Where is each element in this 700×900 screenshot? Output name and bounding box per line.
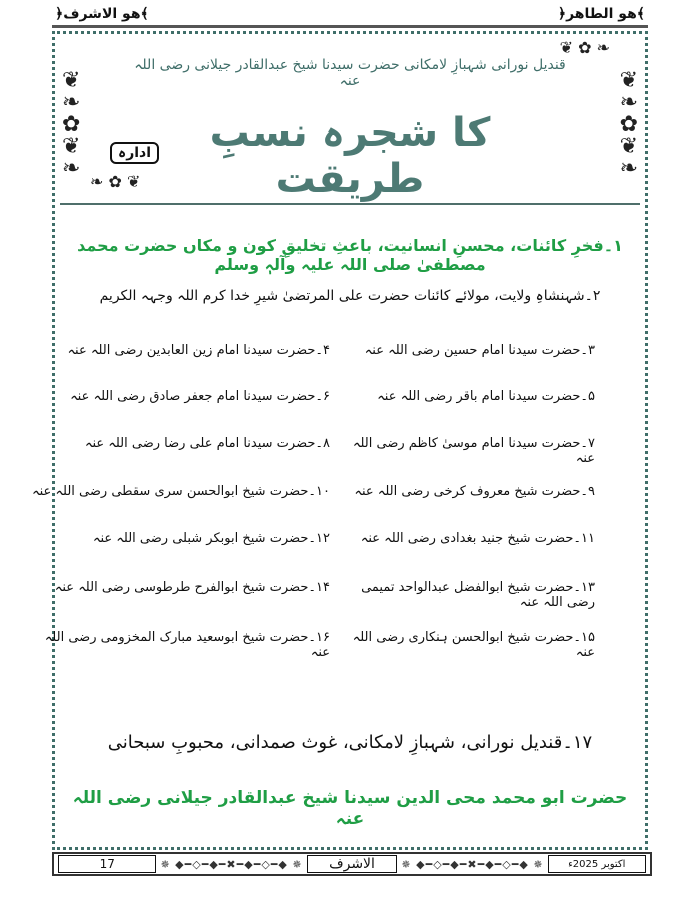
running-head-right: ﴾هو الطاهر﴿	[557, 6, 645, 22]
footer-bar	[52, 852, 652, 876]
lineage-item-2: ۲۔شہنشاہِ ولایت، مولائے کائنات حضرت علی المرتضیٰ شیرِ خدا کرم اللہ وجہہ الکریم	[99, 288, 601, 304]
lineage-item-11: ۱۱۔حضرت شیخ جنید بغدادی رضی اللہ عنہ	[360, 531, 595, 546]
page-number: 17	[58, 855, 156, 873]
lineage-item-17-line1: ۱۷۔قندیل نورانی، شہبازِ لامکانی، غوث صمدانی، محبوبِ سبحانی	[107, 732, 593, 753]
section-divider	[60, 203, 640, 205]
article-subtitle: قندیل نورانی شہبازِ لامکانی حضرت سیدنا شیخ عبدالقادر جیلانی رضی اللہ عنہ	[134, 57, 566, 89]
floral-corner-ornament-icon: ❦ ❧ ✿ ❦ ❧	[62, 68, 81, 181]
lineage-item-12: ۱۲۔حضرت شیخ ابوبکر شبلی رضی اللہ عنہ	[92, 531, 330, 546]
magazine-name: الاشرف	[307, 855, 398, 873]
lineage-item-8: ۸۔حضرت سیدنا امام علی رضا رضی اللہ عنہ	[84, 436, 330, 451]
lineage-item-6: ۶۔حضرت سیدنا امام جعفر صادق رضی اللہ عنہ	[70, 389, 330, 404]
lineage-item-17-line2: حضرت ابو محمد محی الدین سیدنا شیخ عبدالقادر جیلانی رضی اللہ عنہ	[72, 788, 628, 829]
header-rule	[52, 25, 648, 28]
floral-corner-ornament-icon: ❦ ❧ ✿ ❦ ❧	[619, 68, 638, 181]
ornament-band-icon: ✵ ◆━◇━◆━✖━◆━◇━◆ ✵	[401, 857, 544, 871]
lineage-item-1: ۱۔فخرِ کائنات، محسنِ انسانیت، باعثِ تخلیقِ کون و مکاں حضرت محمد مصطفیٰ صلی اللہ علیہ وآلہٖ وسلم	[77, 236, 623, 274]
floral-vine-icon: ❦ ✿ ❧	[559, 38, 610, 57]
running-head-left: ﴾هو الاشرف﴿	[55, 6, 149, 22]
lineage-item-3: ۳۔حضرت سیدنا امام حسین رضی اللہ عنہ	[364, 343, 595, 358]
lineage-item-9: ۹۔حضرت شیخ معروف کرخی رضی اللہ عنہ	[354, 484, 595, 499]
floral-vine-icon: ❧ ✿ ❦	[90, 172, 141, 191]
article-title: کا شجرہ نسبِ طریقت	[209, 110, 491, 202]
issue-date: اکتوبر 2025ء	[548, 855, 646, 873]
lineage-item-16: ۱۶۔حضرت شیخ ابوسعید مبارک المخزومی رضی اللہ عنہ	[44, 630, 330, 660]
lineage-item-13: ۱۳۔حضرت شیخ ابوالفضل عبدالواحد تمیمی رضی اللہ عنہ	[361, 580, 595, 610]
lineage-item-15: ۱۵۔حضرت شیخ ابوالحسن ہنکاری رضی اللہ عنہ	[352, 630, 595, 660]
ornament-band-icon: ✵ ◆━◇━◆━✖━◆━◇━◆ ✵	[160, 857, 303, 871]
author-badge: ادارہ	[110, 142, 159, 164]
lineage-item-4: ۴۔حضرت سیدنا امام زین العابدین رضی اللہ عنہ	[67, 343, 330, 358]
lineage-item-14: ۱۴۔حضرت شیخ ابوالفرح طرطوسی رضی اللہ عنہ	[54, 580, 330, 595]
lineage-item-10: ۱۰۔حضرت شیخ ابوالحسن سری سقطی رضی اللہ عنہ	[32, 484, 330, 499]
lineage-item-7: ۷۔حضرت سیدنا امام موسیٰ کاظم رضی اللہ عنہ	[352, 436, 595, 466]
lineage-item-5: ۵۔حضرت سیدنا امام باقر رضی اللہ عنہ	[377, 389, 595, 404]
